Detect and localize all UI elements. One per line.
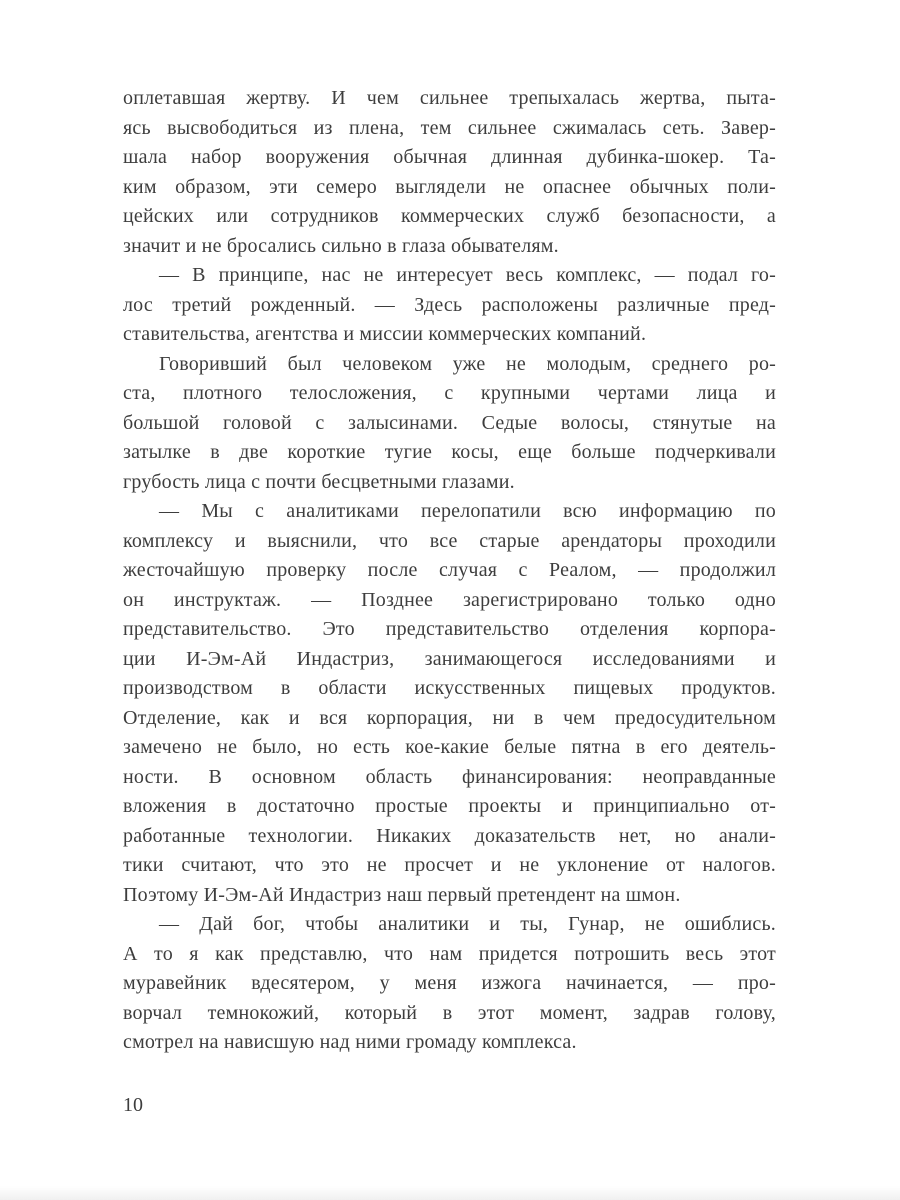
paragraph [123,84,776,261]
text-line: ворчал темнокожий, который в этот момент, задрав голову, [123,1001,776,1024]
paragraph [123,261,776,350]
text-line: ности. В основном область финансирования: неоправданные [123,765,776,788]
text-line: замечено не было, но есть кое-какие белые пятна в его деятель- [123,736,776,758]
text-line: грубость лица с почти бесцветными глазами. [123,470,515,493]
text-line: значит и не бросались сильно в глаза обывателям. [123,234,559,257]
text-line: представительство. Это представительство отделения корпора- [123,618,776,640]
text-line: лос третий рожденный. — Здесь расположены различные пред- [123,293,776,316]
text-line: работанные технологии. Никаких доказательств нет, но анали- [123,824,776,847]
text-line: тики считают, что это не просчет и не уклонение от налогов. [123,854,776,876]
text-line: Отделение, как и вся корпорация, ни в чем предосудительном [123,706,776,729]
paragraph [123,350,776,498]
text-line: ким образом, эти семеро выглядели не опаснее обычных поли- [123,175,776,198]
text-line: затылке в две короткие тугие косы, еще больше подчеркивали [123,441,776,463]
text-line: муравейник вдесятером, у меня изжога начинается, — про- [123,972,776,994]
text-line: шала набор вооружения обычная длинная дубинка-шокер. Та- [123,146,776,168]
page-edge-shadow [0,1186,900,1200]
page-text [123,84,776,1058]
text-line: ясь высвободиться из плена, тем сильнее сжималась сеть. Завер- [123,116,776,139]
text-line: комплексу и выяснили, что все старые арендаторы проходили [123,529,776,552]
text-line: смотрел на нависшую над ними громаду комплекса. [123,1031,577,1053]
text-line: вложения в достаточно простые проекты и принципиально от- [123,795,776,817]
text-line: — Мы с аналитиками перелопатили всю информацию по [159,500,776,522]
text-line: ции И-Эм-Ай Индастриз, занимающегося исследованиями и [123,647,776,670]
text-line: Говоривший был человеком уже не молодым, среднего ро- [159,352,776,375]
text-line: — В принципе, нас не интересует весь комплекс, — подал го- [159,264,776,286]
text-line: производством в области искусственных пищевых продуктов. [123,677,776,699]
text-line: — Дай бог, чтобы аналитики и ты, Гунар, не ошиблись. [159,913,776,935]
text-line: А то я как представлю, что нам придется потрошить весь этот [123,942,776,965]
text-line: ста, плотного телосложения, с крупными чертами лица и [123,382,776,404]
text-line: оплетавшая жертву. И чем сильнее трепыхалась жертва, пыта- [123,87,776,109]
text-line: ставительства, агентства и миссии коммерческих компаний. [123,323,647,345]
paragraph [123,497,776,910]
text-line: цейских или сотрудников коммерческих служб безопасности, а [123,205,776,227]
paragraph [123,910,776,1058]
text-line: он инструктаж. — Позднее зарегистрировано только одно [123,588,776,611]
text-line: Поэтому И-Эм-Ай Индастриз наш первый претендент на шмон. [123,883,681,906]
text-line: жесточайшую проверку после случая с Реалом, — продолжил [123,559,776,581]
page-number: 10 [123,1094,143,1116]
text-line: большой головой с залысинами. Седые волосы, стянутые на [123,411,776,434]
